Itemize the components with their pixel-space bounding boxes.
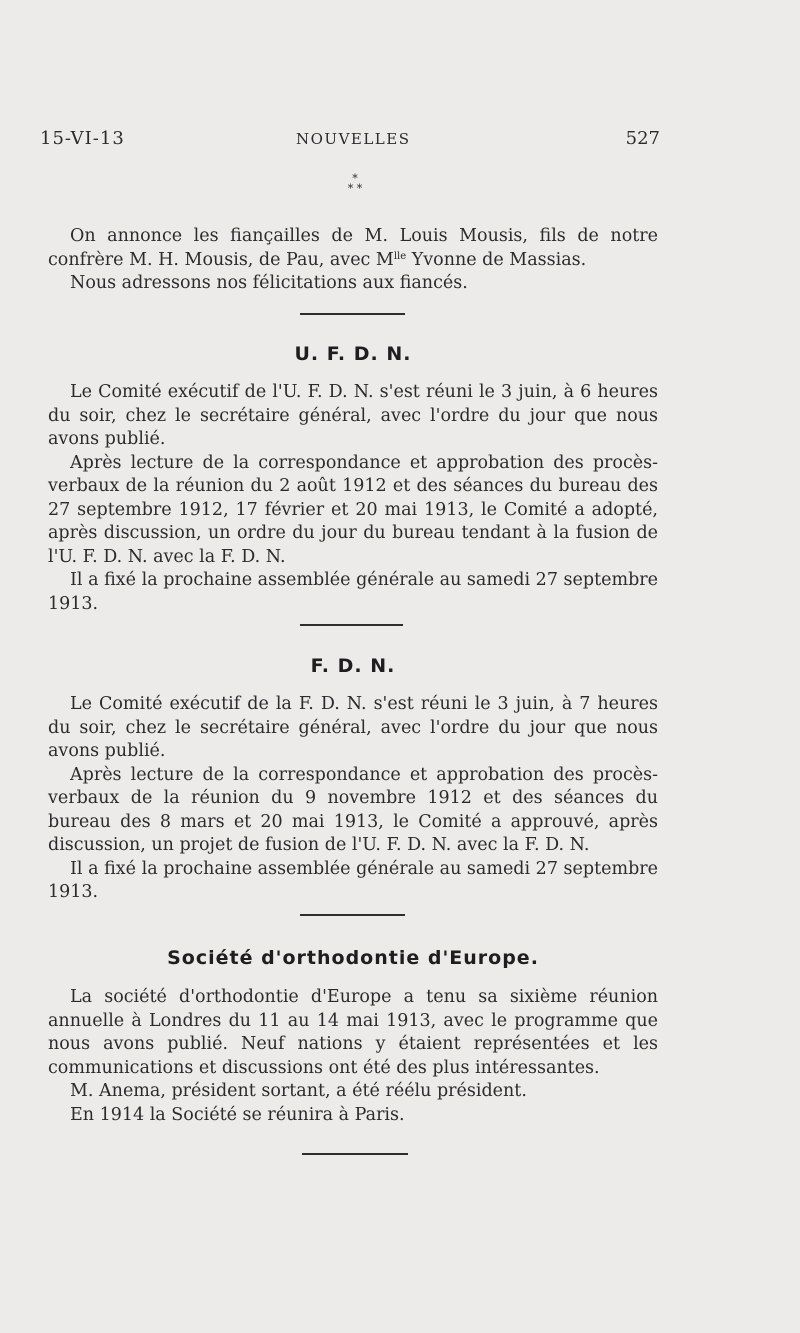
ufdn-paragraph-2: Après lecture de la correspondance et approbation des procès-verbaux de la réunion du 2 août 1912 et des séances du bureau des 27 septembre 1912, 17 février et 20 mai 1913, le Comité a adopté, après discussion, un ordre du jour du bureau tendant à la fusion de l'U. F. D. N. avec la F. D. N.	[48, 452, 658, 567]
running-head	[40, 128, 660, 154]
fdn-paragraph-1: Le Comité exécutif de la F. D. N. s'est réuni le 3 juin, à 7 heures du soir, chez le secrétaire général, avec l'ordre du jour que nous avons publié.	[48, 694, 658, 761]
asterism	[330, 174, 380, 194]
mlle-superscript: lle	[393, 250, 407, 262]
orthodontie-paragraph-2: M. Anema, président sortant, a été réélu président.	[70, 1081, 527, 1101]
fdn-paragraph-3: Il a fixé la prochaine assemblée générale au samedi 27 septembre 1913.	[48, 858, 658, 902]
announcement-block	[48, 225, 658, 296]
asterism-bottom: * *	[347, 182, 363, 195]
section-divider	[302, 1153, 408, 1155]
issue-date: 15-VI-13	[40, 128, 125, 149]
ufdn-section	[48, 381, 658, 616]
section-title: NOUVELLES	[296, 130, 411, 148]
announcement-paragraph	[48, 225, 658, 272]
fdn-heading: F. D. N.	[310, 655, 396, 677]
orthodontie-paragraph-3: En 1914 la Société se réunira à Paris.	[70, 1104, 405, 1125]
section-divider	[300, 624, 403, 626]
ufdn-paragraph-3: Il a fixé la prochaine assemblée générale au samedi 27 septembre 1913.	[48, 570, 658, 614]
fdn-section	[48, 693, 658, 905]
announcement-text-end: Yvonne de Massias.	[406, 249, 587, 270]
orthodontie-heading: Société d'orthodontie d'Europe.	[167, 947, 539, 969]
asterism-top: *	[352, 172, 358, 185]
orthodontie-paragraph-1: La société d'orthodontie d'Europe a tenu sa sixième réunion annuelle à Londres du 11 au 14 mai 1913, avec le programme que nous avons publié. Neuf nations y étaient représentées et les communications et discussions ont été des plus intéressantes.	[48, 987, 658, 1078]
ufdn-heading: U. F. D. N.	[294, 343, 412, 365]
ufdn-paragraph-1: Le Comité exécutif de l'U. F. D. N. s'est réuni le 3 juin, à 6 heures du soir, chez le secrétaire général, avec l'ordre du jour que nous avons publié.	[48, 382, 658, 449]
fdn-paragraph-2: Après lecture de la correspondance et approbation des procès-verbaux de la réunion du 9 novembre 1912 et des séances du bureau des 8 mars et 20 mai 1913, le Comité a approuvé, après discussion, un projet de fusion de l'U. F. D. N. avec la F. D. N.	[48, 764, 658, 855]
announcement-congrats: Nous adressons nos félicitations aux fiancés.	[70, 273, 468, 293]
section-divider	[300, 313, 405, 315]
orthodontie-section	[48, 986, 658, 1127]
page-number: 527	[625, 128, 660, 149]
section-divider	[300, 914, 405, 916]
announcement-text: On annonce les fiançailles de M. Louis Mousis, fils de notre confrère M. H. Mousis, de Pau, avec M	[48, 226, 658, 270]
